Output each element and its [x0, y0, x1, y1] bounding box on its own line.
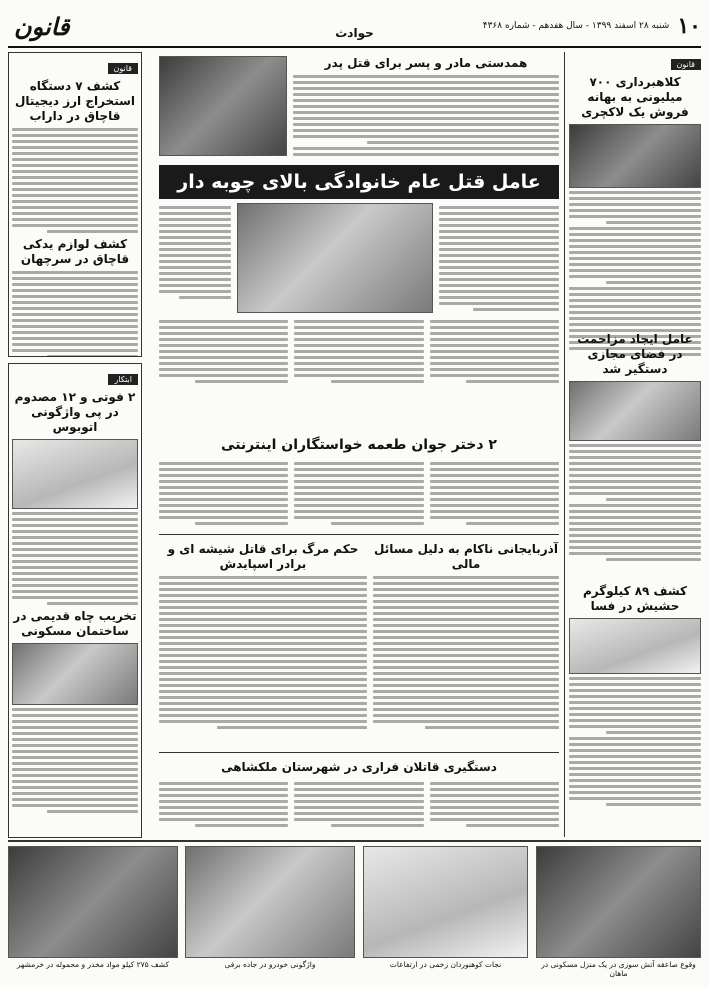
body-text	[159, 206, 231, 299]
article-hashish	[569, 580, 701, 838]
source-tag: ابتکار	[108, 374, 138, 385]
headline: حکم مرگ برای قاتل شیشه ای و برادر اسپایدش	[167, 542, 359, 571]
photo-caption: کشف ۲۷۵ کیلو مواد مخدر و محموله در خرمشهر	[16, 960, 170, 969]
headline: ۲ فوتی و ۱۲ مصدوم در پی واژگونی اتوبوس	[14, 390, 136, 434]
source-tag: قانون	[108, 63, 139, 74]
photo	[363, 846, 528, 958]
article-cyber	[569, 328, 701, 578]
article-azerbaijan	[373, 538, 559, 748]
headline: کلاهبرداری ۷۰۰ میلیونی به بهانه فروش یک لاکچری	[581, 75, 689, 119]
headline: کشف ۷ دستگاه استخراج ارز دیجیتال قاچاق در داراب	[15, 79, 135, 123]
body-text	[569, 677, 701, 806]
page-number: ۱۰	[677, 13, 701, 39]
article-fugitives	[159, 756, 559, 836]
article-digital-miner	[8, 52, 142, 357]
section-rule	[159, 752, 559, 753]
body-text	[439, 206, 559, 311]
article-main	[159, 203, 559, 428]
headline: کشف لوازم یدکی قاچاق در سرچهان	[20, 237, 130, 266]
photo-caption: واژگونی خودرو در جاده برفی	[224, 960, 316, 969]
body-text	[293, 75, 559, 156]
photo-caption: نجات کوهنوردان زخمی در ارتفاعات	[389, 960, 502, 969]
body-text	[159, 459, 559, 528]
photo	[159, 56, 287, 156]
article-father-son	[159, 52, 559, 162]
headline: همدستی مادر و پسر برای قتل پدر	[324, 56, 528, 70]
logo: قانون	[14, 11, 70, 41]
photo-item-4	[8, 846, 178, 978]
headline: دستگیری قاتلان فراری در شهرستان ملکشاهی	[221, 760, 497, 774]
body-text	[373, 576, 559, 729]
body-text	[159, 576, 367, 729]
body-text	[12, 512, 138, 605]
strip-rule	[8, 840, 701, 842]
body-text	[12, 128, 138, 233]
photo	[569, 124, 701, 188]
headline: تخریب چاه قدیمی در ساختمان مسکونی	[13, 609, 137, 638]
photo-caption: وقوع صاعقه آتش سوزی در یک منزل مسکونی در ماهان	[541, 960, 696, 978]
headline-banner: عامل قتل عام خانوادگی بالای چوبه دار	[159, 165, 559, 199]
headline: آذربایجانی ناکام به دلیل مسائل مالی	[374, 542, 558, 571]
source-tag: قانون	[671, 59, 702, 70]
article-death-sentence	[159, 538, 367, 748]
headline: ۲ دختر جوان طعمه خواستگاران اینترنتی	[221, 437, 497, 453]
column-rule	[564, 52, 565, 837]
dateline: شنبه ۲۸ اسفند ۱۳۹۹ - سال هفدهم - شماره ۴۳۶۸	[482, 21, 670, 31]
photo	[12, 439, 138, 509]
body-text	[159, 779, 559, 830]
photo-item-2	[363, 846, 528, 978]
photo	[569, 618, 701, 674]
article-bus	[8, 363, 142, 838]
section-rule	[159, 534, 559, 535]
body-text	[12, 271, 138, 357]
section-title: حوادث	[335, 26, 374, 40]
photo	[569, 381, 701, 441]
photo-item-1	[536, 846, 701, 978]
photo	[12, 643, 138, 705]
photo	[185, 846, 355, 958]
body-text	[159, 317, 559, 386]
body-text	[12, 708, 138, 813]
headline: کشف ۸۹ کیلوگرم حشیش در فسا	[582, 584, 688, 613]
photo	[536, 846, 701, 958]
body-text	[569, 444, 701, 561]
photo	[8, 846, 178, 958]
photo	[237, 203, 433, 313]
headline: عامل ایجاد مزاحمت در فضای مجازی دستگیر شد	[577, 332, 693, 376]
masthead	[8, 6, 701, 48]
article-girls	[159, 433, 559, 533]
photo-item-3	[185, 846, 355, 978]
